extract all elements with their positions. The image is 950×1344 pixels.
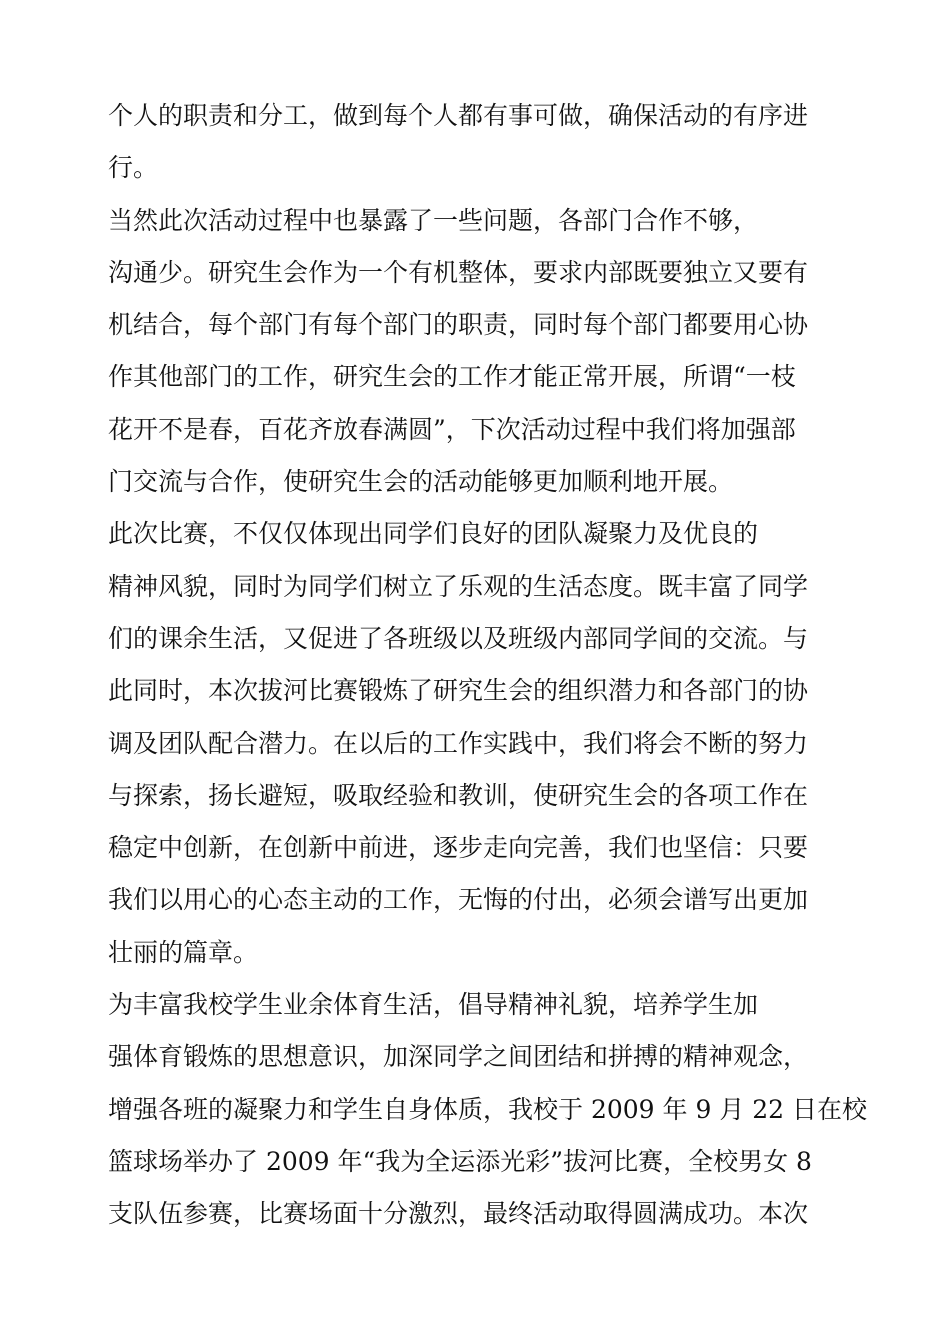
text-line: 增强各班的凝聚力和学生自身体质，我校于 2009 年 9 月 22 日在校 — [108, 1094, 868, 1124]
text-line: 壮丽的篇章。 — [108, 937, 259, 967]
text-line: 我们以用心的心态主动的工作，无悔的付出，必须会谱写出更加 — [108, 885, 809, 915]
text-line: 行。 — [108, 153, 159, 183]
text-line: 当然此次活动过程中也暴露了一些问题，各部门合作不够， — [108, 205, 759, 235]
text-line: 此同时，本次拔河比赛锻炼了研究生会的组织潜力和各部门的协 — [108, 676, 809, 706]
text-line: 个人的职责和分工，做到每个人都有事可做，确保活动的有序进 — [108, 101, 809, 130]
text-line: 支队伍参赛，比赛场面十分激烈，最终活动取得圆满成功。本次 — [108, 1199, 809, 1229]
text-line: 强体育锻炼的思想意识，加深同学之间团结和拼搏的精神观念， — [108, 1042, 809, 1072]
text-line: 稳定中创新，在创新中前进，逐步走向完善，我们也坚信：只要 — [108, 833, 809, 863]
text-line: 调及团队配合潜力。在以后的工作实践中，我们将会不断的努力 — [108, 728, 809, 758]
text-line: 花开不是春，百花齐放春满圆”，下次活动过程中我们将加强部 — [108, 414, 796, 444]
text-line: 机结合，每个部门有每个部门的职责，同时每个部门都要用心协 — [108, 310, 809, 340]
document-text — [108, 90, 868, 1241]
text-line: 门交流与合作，使研究生会的活动能够更加顺利地开展。 — [108, 467, 734, 497]
text-line: 们的课余生活，又促进了各班级以及班级内部同学间的交流。与 — [108, 623, 809, 653]
text-line: 此次比赛，不仅仅体现出同学们良好的团队凝聚力及优良的 — [108, 519, 759, 549]
text-line: 精神风貌，同时为同学们树立了乐观的生活态度。既丰富了同学 — [108, 571, 809, 601]
text-line: 与探索，扬长避短，吸取经验和教训，使研究生会的各项工作在 — [108, 780, 809, 810]
text-line: 为丰富我校学生业余体育生活，倡导精神礼貌，培养学生加 — [108, 990, 759, 1020]
text-line: 沟通少。研究生会作为一个有机整体，要求内部既要独立又要有 — [108, 257, 809, 287]
text-line: 作其他部门的工作，研究生会的工作才能正常开展，所谓“一枝 — [108, 362, 796, 392]
text-line: 篮球场举办了 2009 年“我为全运添光彩”拔河比赛，全校男女 8 — [108, 1146, 812, 1176]
